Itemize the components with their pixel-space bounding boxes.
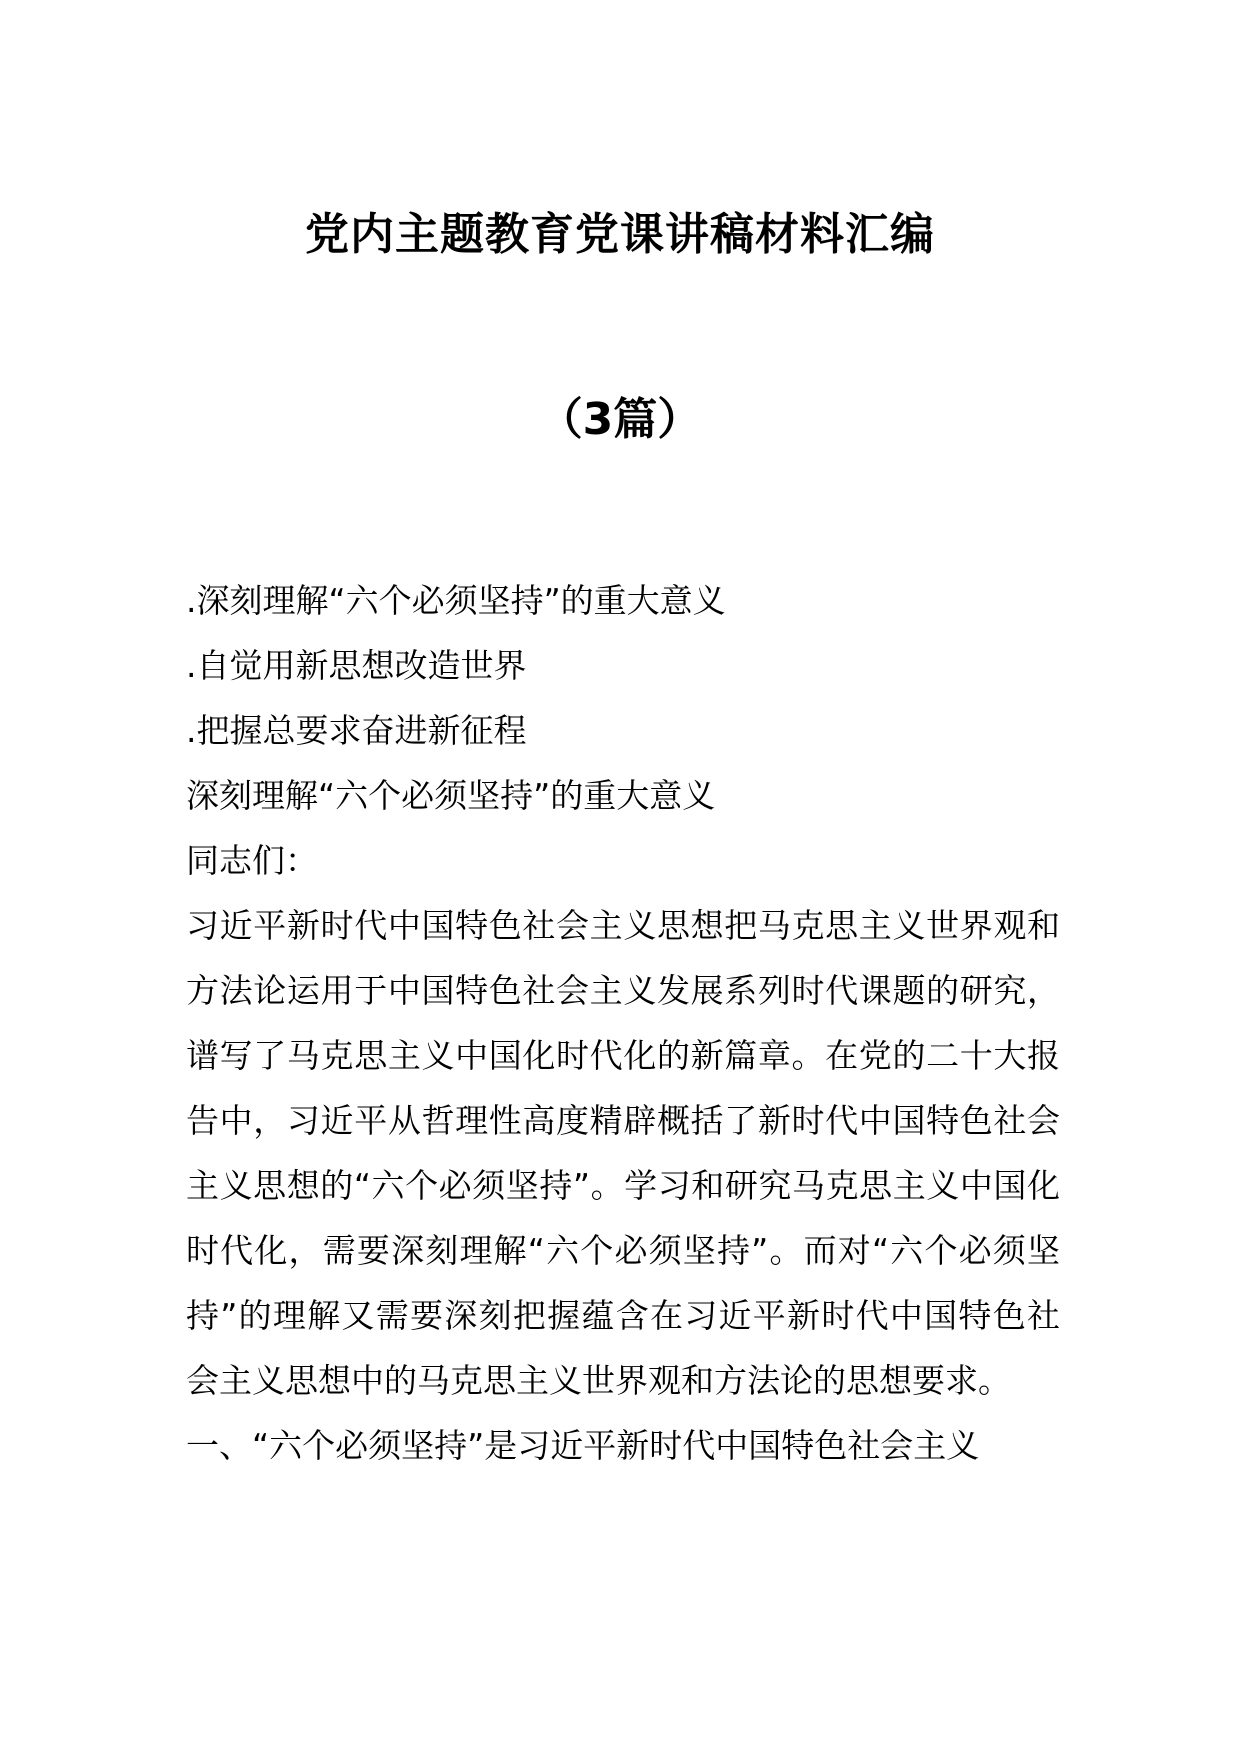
toc-item: .自觉用新思想改造世界 — [186, 646, 527, 685]
table-of-contents — [186, 568, 1066, 893]
body-paragraph: 习近平新时代中国特色社会主义思想把马克思主义世界观和方法论运用于中国特色社会主义发展系列时代课题的研究，谱写了马克思主义中国化时代化的新篇章。在党的二十大报告中，习近平从哲理性高度精辟概括了新时代中国特色社会主义思想的“六个必须坚持”。学习和研究马克思主义中国化时代化，需要深刻理解“六个必须坚持”。而对“六个必须坚持”的理解又需要深刻把握蕴含在习近平新时代中国特色社会主义思想中的马克思主义世界观和方法论的思想要求。 — [186, 906, 1060, 1400]
section-title: 深刻理解“六个必须坚持”的重大意义 — [186, 776, 716, 815]
body-text — [186, 893, 1060, 1478]
document-title: 党内主题教育党课讲稿材料汇编 — [305, 209, 935, 260]
salutation: 同志们： — [186, 841, 318, 880]
document-subtitle: （3篇） — [538, 394, 702, 445]
toc-item: .把握总要求奋进新征程 — [186, 711, 527, 750]
section-heading: 一、“六个必须坚持”是习近平新时代中国特色社会主义 — [186, 1426, 980, 1465]
toc-item: .深刻理解“六个必须坚持”的重大意义 — [186, 581, 726, 620]
